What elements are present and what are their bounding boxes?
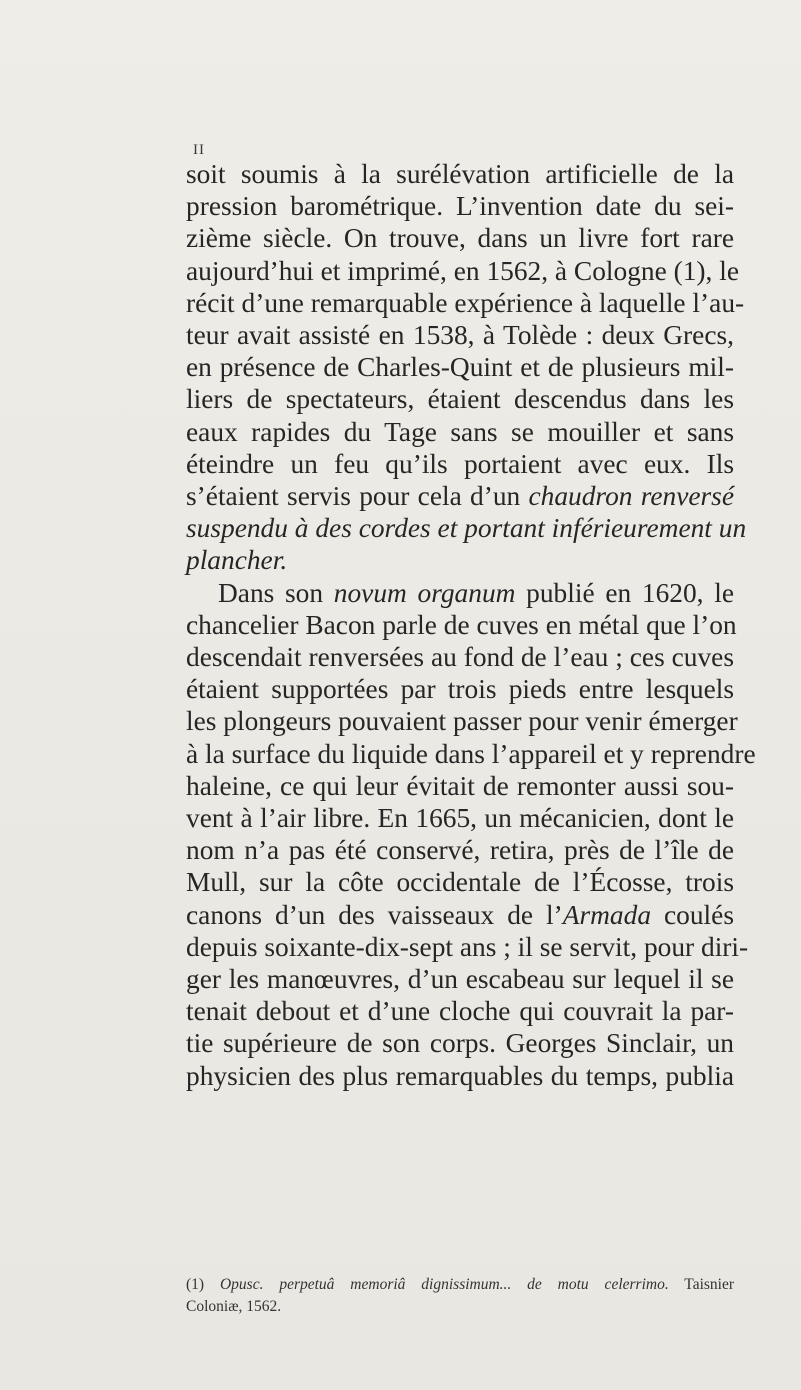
text-span: chancelier Bacon parle de cuves en métal que l’on: [186, 609, 737, 640]
text-line: [186, 899, 734, 931]
text-span: haleine, ce qui leur évitait de remonter aussi sou-: [186, 770, 734, 801]
text-line: [186, 1060, 734, 1092]
text-span: Mull, sur la côte occidentale de l’Écosse, trois: [186, 867, 734, 898]
text-line: [186, 995, 734, 1027]
italic-text: chaudron renversé: [528, 481, 735, 512]
text-line: [186, 673, 734, 705]
text-span: aujourd’hui et imprimé, en 1562, à Cologne (1), le: [186, 255, 740, 286]
text-span: ger les manœuvres, d’un escabeau sur lequel il se: [186, 964, 734, 995]
text-line: [186, 866, 734, 898]
text-span: soit soumis à la surélévation artificielle de la: [186, 159, 734, 189]
text-span: nom n’a pas été conservé, retira, près de l’île de: [186, 835, 734, 866]
italic-text: novum organum: [333, 577, 516, 608]
text-line: [186, 351, 734, 383]
text-line: [186, 770, 734, 802]
text-span: canons d’un des vaisseaux de l’: [186, 899, 563, 930]
text-line: [186, 577, 734, 609]
text-line: [186, 416, 734, 448]
text-span: les plongeurs pouvaient passer pour venir émerger: [186, 706, 738, 737]
italic-text: plancher.: [186, 545, 288, 576]
text-span: coulés: [651, 899, 734, 930]
text-line: [186, 319, 734, 351]
text-span: à la surface du liquide dans l’appareil et y reprendre: [186, 738, 756, 769]
text-span: tie supérieure de son corps. Georges Sinclair, un: [186, 1028, 734, 1059]
text-span: Coloniæ, 1562.: [186, 1298, 282, 1315]
text-line: [186, 544, 734, 576]
footnote: [186, 1274, 734, 1318]
text-span: descendait renversées au fond de l’eau ; ces cuves: [186, 642, 734, 673]
text-line: [186, 383, 734, 415]
body-text: [186, 158, 756, 1092]
text-line: [186, 480, 734, 512]
text-line: [186, 609, 737, 641]
text-span: liers de spectateurs, étaient descendus dans les: [186, 384, 734, 415]
footnote-line: [186, 1274, 734, 1296]
text-line: [186, 448, 734, 480]
text-span: vent à l’air libre. En 1665, un mécanicien, dont le: [186, 803, 734, 834]
text-span: eaux rapides du Tage sans se mouiller et sans: [186, 416, 734, 447]
italic-text: suspendu à des cordes et portant inférieurement un: [186, 513, 747, 544]
text-span: depuis soixante-dix-sept ans ; il se servit, pour diri-: [186, 931, 749, 962]
footnote-line: [186, 1296, 734, 1318]
text-line: [186, 158, 734, 190]
italic-text: Armada: [562, 899, 652, 930]
text-span: pression barométrique. L’invention date du sei-: [186, 191, 734, 222]
text-line: [186, 222, 734, 254]
page-number: II: [193, 142, 205, 158]
text-span: (1): [186, 1276, 220, 1293]
text-span: Taisnier: [668, 1276, 735, 1293]
text-line: [186, 834, 734, 866]
italic-text: Opusc. perpetuâ memoriâ dignissimum... de motu celerrimo.: [219, 1276, 669, 1293]
text-line: [186, 802, 734, 834]
text-line: [186, 190, 734, 222]
text-line: [186, 255, 740, 287]
text-line: [186, 963, 734, 995]
text-span: teur avait assisté en 1538, à Tolède : deux Grecs,: [186, 320, 734, 351]
text-span: publié en 1620, le: [515, 577, 734, 608]
text-span: physicien des plus remarquables du temps, publia: [186, 1060, 734, 1091]
text-line: [186, 512, 747, 544]
text-span: en présence de Charles-Quint et de plusieurs mil-: [186, 352, 734, 383]
text-span: zième siècle. On trouve, dans un livre fort rare: [186, 223, 734, 254]
text-span: tenait debout et d’une cloche qui couvrait la par-: [186, 996, 734, 1027]
text-span: récit d’une remarquable expérience à laquelle l’au-: [186, 287, 745, 318]
text-span: s’étaient servis pour cela d’un: [186, 481, 529, 512]
text-line: [186, 1027, 734, 1059]
text-line: [186, 931, 749, 963]
text-line: [186, 641, 734, 673]
text-span: étaient supportées par trois pieds entre lesquels: [186, 674, 734, 705]
text-line: [186, 738, 756, 770]
text-span: éteindre un feu qu’ils portaient avec eux. Ils: [186, 448, 734, 479]
text-span: Dans son: [218, 577, 334, 608]
text-line: [186, 287, 745, 319]
text-line: [186, 705, 738, 737]
